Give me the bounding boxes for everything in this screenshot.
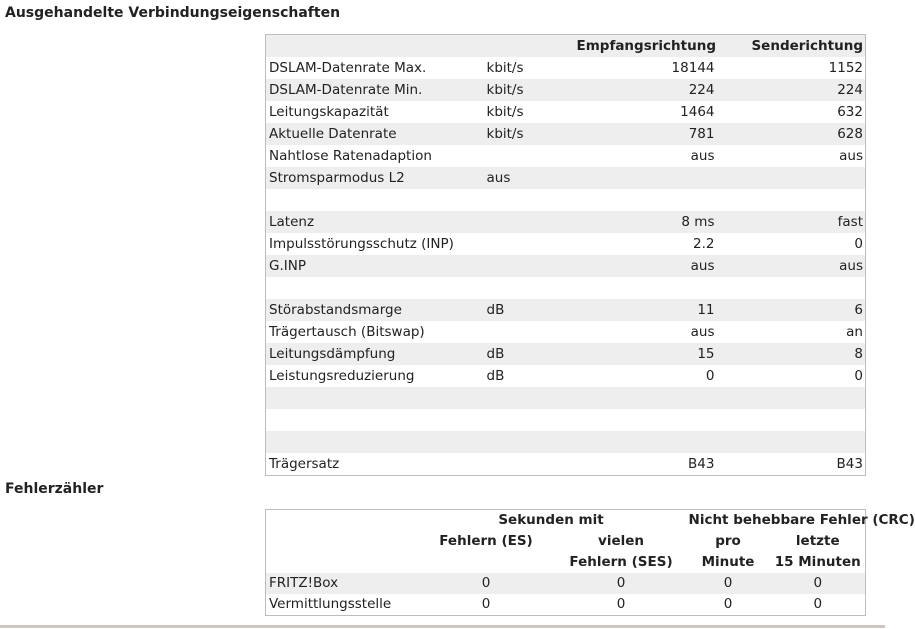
row-label bbox=[266, 277, 484, 299]
row-unit: aus bbox=[486, 170, 511, 186]
table-row bbox=[266, 101, 866, 123]
row-empfang-value: B43 bbox=[688, 456, 715, 472]
table-header-row bbox=[266, 552, 866, 573]
row-label: Nahtlose Ratenadaption bbox=[269, 148, 432, 164]
row-empfang-value: 0 bbox=[705, 368, 715, 384]
row-unit: dB bbox=[486, 302, 505, 318]
table-row bbox=[266, 79, 866, 101]
row-unit bbox=[484, 409, 574, 431]
row-unit bbox=[484, 387, 574, 409]
table-row bbox=[266, 431, 866, 453]
row-label: Leitungsdämpfung bbox=[269, 346, 396, 362]
table-row bbox=[266, 277, 866, 299]
row-label: FRITZ!Box bbox=[269, 575, 339, 591]
row-crc-minute-value: 0 bbox=[723, 575, 733, 591]
row-unit bbox=[484, 321, 574, 343]
row-empfang-value: 781 bbox=[688, 126, 715, 142]
row-crc-15min-value: 0 bbox=[813, 596, 823, 612]
header-blank bbox=[416, 552, 556, 573]
row-sende-value bbox=[717, 387, 866, 409]
row-empfang-value: 11 bbox=[697, 302, 715, 318]
row-unit bbox=[484, 277, 574, 299]
row-sende-value bbox=[717, 189, 866, 211]
row-label bbox=[266, 387, 484, 409]
row-label: Stromsparmodus L2 bbox=[269, 170, 405, 186]
row-label bbox=[266, 409, 484, 431]
row-label: Aktuelle Datenrate bbox=[269, 126, 397, 142]
row-es-value: 0 bbox=[481, 596, 491, 612]
row-unit bbox=[484, 211, 574, 233]
table-header-row bbox=[266, 510, 866, 532]
row-unit bbox=[484, 189, 574, 211]
header-empfangsrichtung: Empfangsrichtung bbox=[576, 38, 716, 54]
row-empfang-value: 18144 bbox=[671, 60, 715, 76]
bottom-divider bbox=[0, 625, 885, 628]
row-empfang-value: 15 bbox=[697, 346, 715, 362]
header-letzte: letzte bbox=[795, 533, 840, 549]
row-sende-value bbox=[717, 277, 866, 299]
table-row bbox=[266, 145, 866, 167]
header-vielen: vielen bbox=[598, 533, 644, 549]
connection-properties-table bbox=[265, 34, 866, 476]
header-blank bbox=[266, 552, 416, 573]
row-label bbox=[266, 431, 484, 453]
header-sekunden-mit: Sekunden mit bbox=[498, 512, 604, 528]
header-minute: Minute bbox=[701, 554, 755, 570]
table-row bbox=[266, 211, 866, 233]
table-row bbox=[266, 321, 866, 343]
row-crc-15min-value: 0 bbox=[813, 575, 823, 591]
row-unit: kbit/s bbox=[486, 60, 524, 76]
table-row bbox=[266, 365, 866, 387]
row-unit bbox=[484, 145, 574, 167]
row-empfang-value bbox=[574, 277, 717, 299]
table-row bbox=[266, 594, 866, 616]
row-empfang-value: 8 ms bbox=[681, 214, 715, 230]
table-row bbox=[266, 189, 866, 211]
row-sende-value: 8 bbox=[854, 346, 863, 362]
row-empfang-value: aus bbox=[690, 148, 715, 164]
row-unit bbox=[484, 233, 574, 255]
row-label: DSLAM-Datenrate Max. bbox=[269, 60, 427, 76]
row-empfang-value bbox=[574, 167, 717, 189]
row-es-value: 0 bbox=[481, 575, 491, 591]
row-label: Impulsstörungsschutz (INP) bbox=[269, 236, 454, 252]
row-empfang-value bbox=[574, 189, 717, 211]
row-unit bbox=[484, 453, 574, 476]
row-ses-value: 0 bbox=[616, 596, 626, 612]
table-row bbox=[266, 123, 866, 145]
table-header-row bbox=[266, 531, 866, 552]
row-unit: kbit/s bbox=[486, 104, 524, 120]
row-label: DSLAM-Datenrate Min. bbox=[269, 82, 423, 98]
row-sende-value: fast bbox=[837, 214, 863, 230]
row-sende-value: 6 bbox=[854, 302, 863, 318]
section-title-fehlerzaehler: Fehlerzähler bbox=[5, 481, 104, 497]
row-empfang-value bbox=[574, 431, 717, 453]
section-title-verbindungseigenschaften: Ausgehandelte Verbindungseigenschaften bbox=[5, 5, 341, 21]
row-label: Latenz bbox=[269, 214, 315, 230]
header-unit-blank bbox=[484, 35, 574, 58]
row-empfang-value bbox=[574, 387, 717, 409]
row-sende-value: 0 bbox=[854, 368, 863, 384]
table-row bbox=[266, 255, 866, 277]
row-empfang-value: aus bbox=[690, 258, 715, 274]
header-blank bbox=[266, 35, 484, 58]
header-blank bbox=[266, 531, 416, 552]
table-row bbox=[266, 453, 866, 476]
row-label: Störabstandsmarge bbox=[269, 302, 402, 318]
row-crc-minute-value: 0 bbox=[723, 596, 733, 612]
row-empfang-value: 224 bbox=[688, 82, 715, 98]
header-fehlern-ses: Fehlern (SES) bbox=[569, 554, 673, 570]
row-sende-value: aus bbox=[839, 258, 863, 274]
table-row bbox=[266, 233, 866, 255]
row-sende-value: 628 bbox=[837, 126, 863, 142]
header-nicht-behebbare-fehler: Nicht behebbare Fehler (CRC) bbox=[688, 512, 915, 528]
table-row bbox=[266, 409, 866, 431]
row-sende-value: an bbox=[846, 324, 863, 340]
row-unit: dB bbox=[486, 368, 505, 384]
row-unit bbox=[484, 431, 574, 453]
table-row bbox=[266, 573, 866, 594]
table-row bbox=[266, 167, 866, 189]
header-blank bbox=[266, 510, 416, 532]
row-label: Leistungsreduzierung bbox=[269, 368, 415, 384]
row-ses-value: 0 bbox=[616, 575, 626, 591]
header-15-minuten: 15 Minuten bbox=[774, 554, 861, 570]
row-label bbox=[266, 189, 484, 211]
row-unit bbox=[484, 255, 574, 277]
table-row bbox=[266, 343, 866, 365]
row-unit: kbit/s bbox=[486, 126, 524, 142]
row-sende-value: 632 bbox=[837, 104, 863, 120]
header-pro: pro bbox=[715, 533, 741, 549]
row-sende-value: 1152 bbox=[828, 60, 863, 76]
row-empfang-value: aus bbox=[690, 324, 715, 340]
row-label: G.INP bbox=[269, 258, 306, 274]
row-sende-value bbox=[717, 431, 866, 453]
row-label: Trägersatz bbox=[269, 456, 340, 472]
header-fehlern-es: Fehlern (ES) bbox=[439, 533, 533, 549]
row-label: Trägertausch (Bitswap) bbox=[269, 324, 425, 340]
error-counter-table bbox=[265, 509, 915, 616]
row-sende-value: aus bbox=[839, 148, 863, 164]
table-header-row bbox=[266, 35, 866, 58]
row-empfang-value: 2.2 bbox=[693, 236, 715, 252]
table-row bbox=[266, 57, 866, 79]
table-row bbox=[266, 299, 866, 321]
header-senderichtung: Senderichtung bbox=[751, 38, 863, 54]
row-sende-value bbox=[717, 409, 866, 431]
row-empfang-value: 1464 bbox=[680, 104, 715, 120]
row-sende-value bbox=[717, 167, 866, 189]
row-label: Vermittlungsstelle bbox=[269, 596, 392, 612]
table-row bbox=[266, 387, 866, 409]
row-empfang-value bbox=[574, 409, 717, 431]
row-sende-value: 224 bbox=[837, 82, 863, 98]
row-sende-value: B43 bbox=[836, 456, 863, 472]
row-unit: kbit/s bbox=[486, 82, 524, 98]
row-label: Leitungskapazität bbox=[269, 104, 389, 120]
row-sende-value: 0 bbox=[854, 236, 863, 252]
row-unit: dB bbox=[486, 346, 505, 362]
